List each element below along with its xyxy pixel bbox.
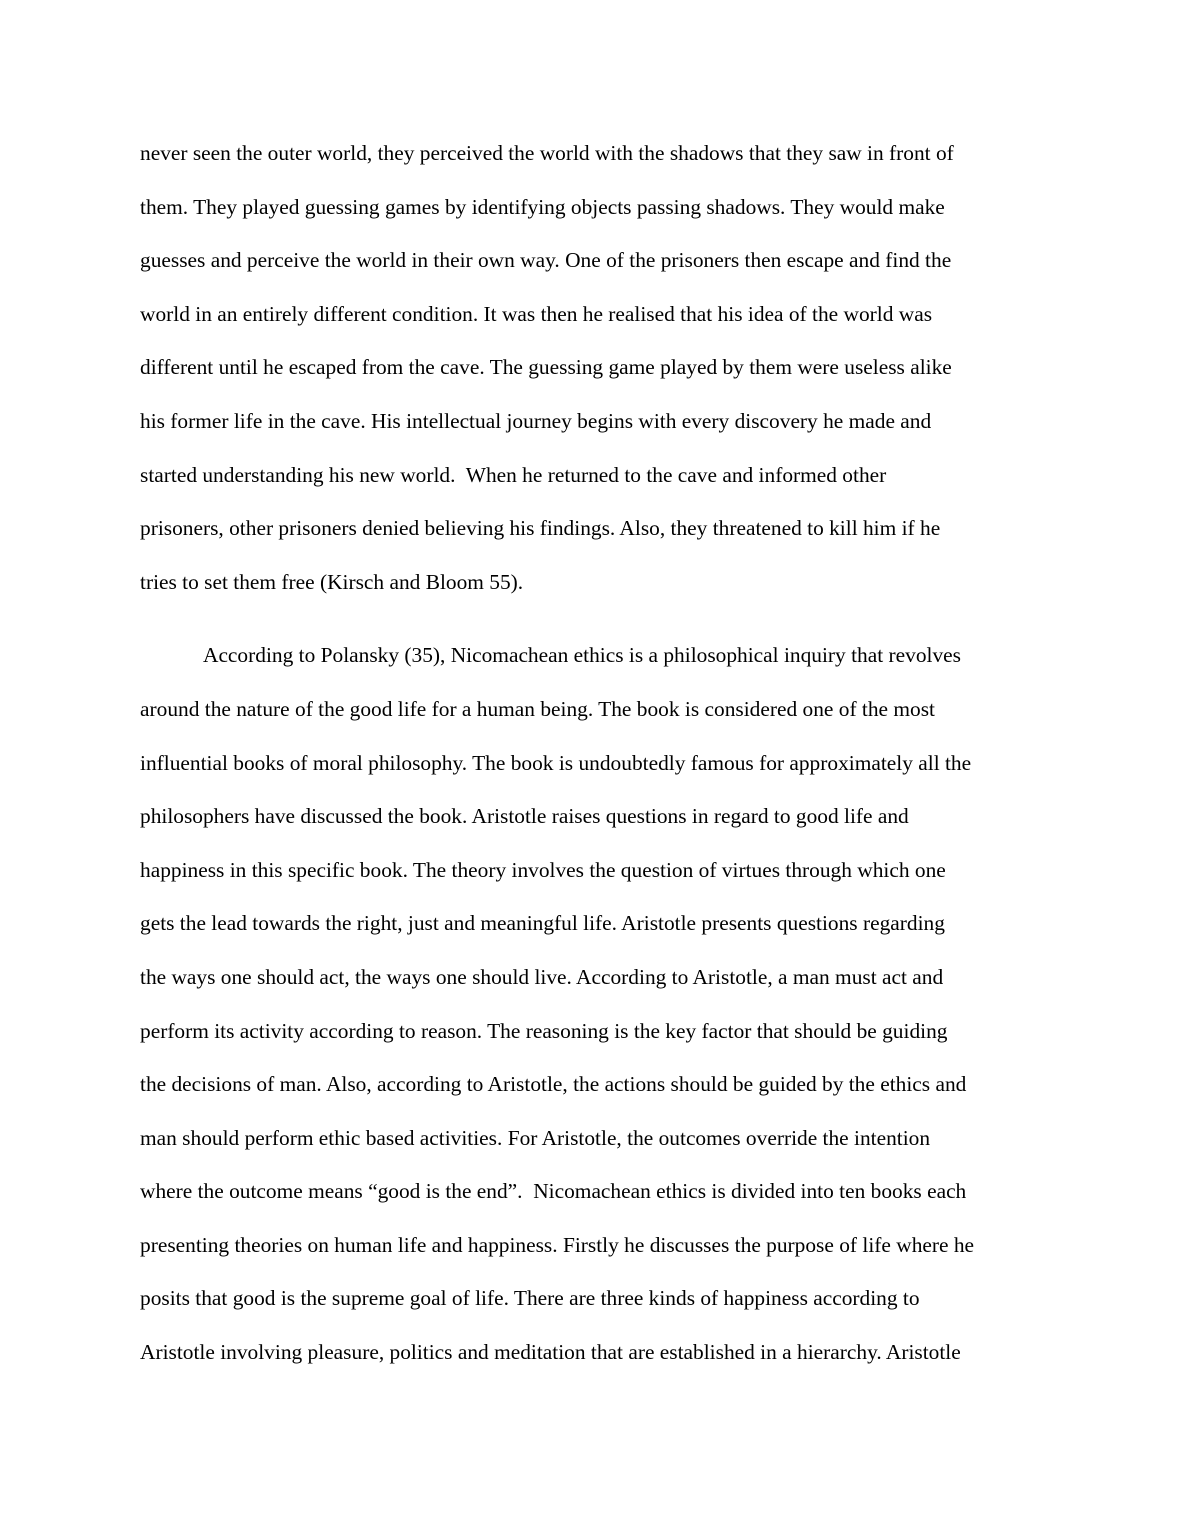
text-line: them. They played guessing games by identifying objects passing shadows. They would make (140, 194, 945, 219)
text-line: around the nature of the good life for a human being. The book is considered one of the most (140, 696, 936, 721)
text-line: different until he escaped from the cave. The guessing game played by them were useless alike (140, 355, 952, 380)
body-text (140, 127, 1055, 1380)
paragraph-2 (140, 629, 1055, 1379)
text-line: Aristotle involving pleasure, politics and meditation that are established in a hierarchy. Aristotle (140, 1340, 961, 1365)
text-line: never seen the outer world, they perceived the world with the shadows that they saw in front of (140, 141, 954, 165)
paragraph-spacing (140, 609, 1055, 629)
text-line: world in an entirely different condition. It was then he realised that his idea of the world was (140, 301, 933, 326)
text-line: gets the lead towards the right, just and meaningful life. Aristotle presents questions regarding (140, 911, 945, 936)
paragraph-1 (140, 127, 1055, 609)
text-line: perform its activity according to reason. The reasoning is the key factor that should be guiding (140, 1018, 948, 1043)
text-line: guesses and perceive the world in their own way. One of the prisoners then escape and find the (140, 248, 952, 273)
text-line: the decisions of man. Also, according to Aristotle, the actions should be guided by the ethics and (140, 1072, 967, 1097)
text-line: started understanding his new world. When he returned to the cave and informed other (140, 462, 887, 487)
text-line: where the outcome means “good is the end”. Nicomachean ethics is divided into ten books each (140, 1179, 967, 1204)
text-line: happiness in this specific book. The theory involves the question of virtues through which one (140, 857, 946, 882)
text-line: influential books of moral philosophy. The book is undoubtedly famous for approximately all the (140, 750, 972, 775)
text-line: presenting theories on human life and happiness. Firstly he discusses the purpose of life where he (140, 1232, 975, 1257)
text-line: his former life in the cave. His intellectual journey begins with every discovery he made and (140, 408, 932, 433)
text-line: According to Polansky (35), Nicomachean ethics is a philosophical inquiry that revolves (140, 643, 961, 668)
text-line: philosophers have discussed the book. Aristotle raises questions in regard to good life and (140, 804, 909, 829)
text-line: the ways one should act, the ways one should live. According to Aristotle, a man must act and (140, 964, 944, 989)
text-line: tries to set them free (Kirsch and Bloom 55). (140, 569, 524, 594)
text-line: posits that good is the supreme goal of life. There are three kinds of happiness according to (140, 1286, 920, 1311)
text-line: man should perform ethic based activities. For Aristotle, the outcomes override the intention (140, 1125, 931, 1150)
text-line: prisoners, other prisoners denied believing his findings. Also, they threatened to kill him if he (140, 516, 941, 541)
